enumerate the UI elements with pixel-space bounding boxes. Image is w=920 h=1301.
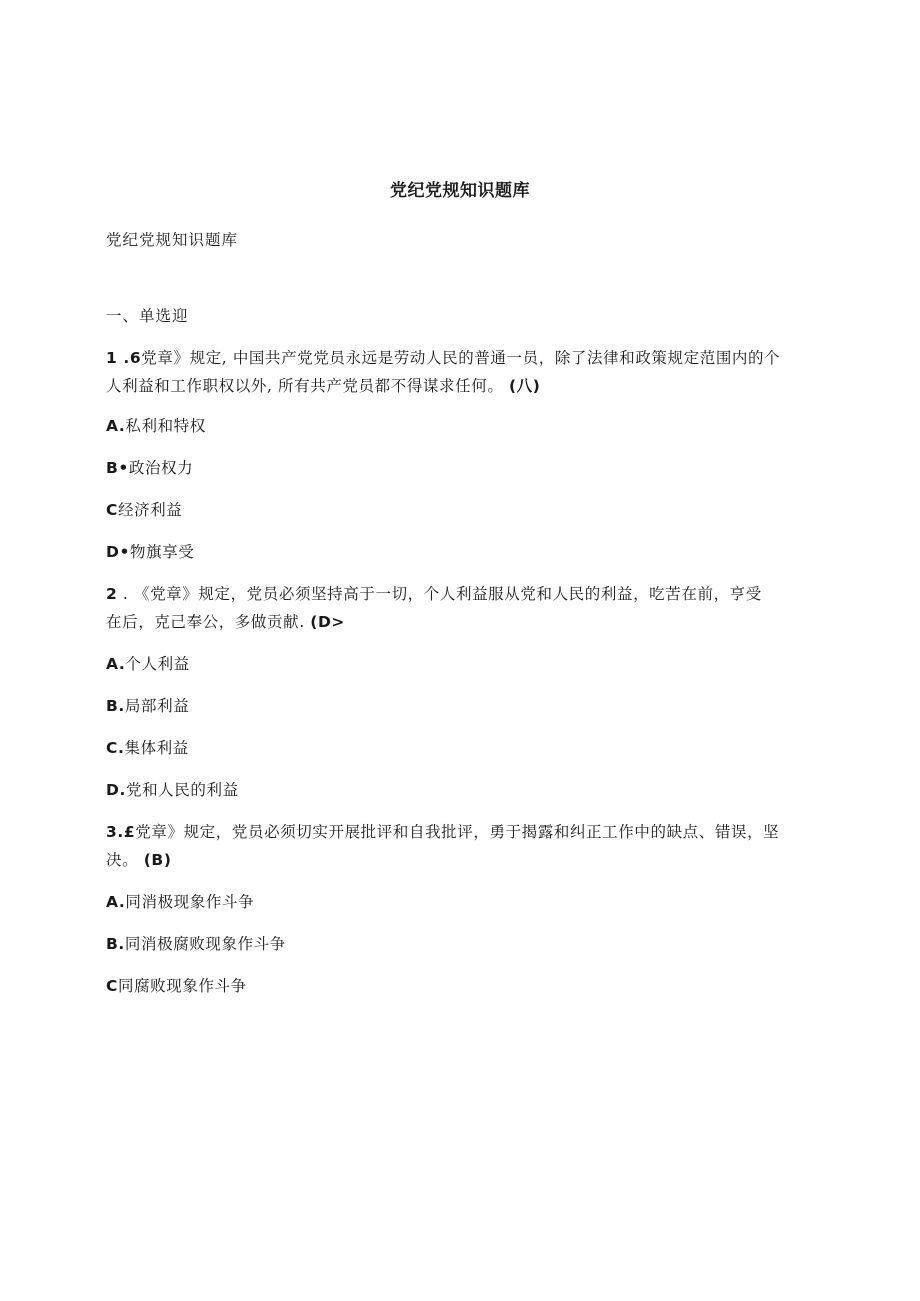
option-text: 经济利益 [117, 501, 183, 519]
question-1-option-c [106, 498, 816, 520]
option-text: 同腐败现象作斗争 [117, 977, 247, 995]
option-text: 同消极现象作斗争 [125, 893, 255, 911]
option-letter: A. [106, 655, 126, 673]
question-2-text: . 《党章》规定，党员必须坚持高于一切，个人利益服从党和人民的利益，吃苦在前，亨受 [117, 585, 762, 603]
option-letter: D• [106, 543, 130, 561]
option-text: 局部利益 [124, 697, 190, 715]
question-3-number: 3.£ [106, 823, 136, 841]
question-3-answer: (B) [143, 851, 172, 869]
option-text: 集体利益 [124, 739, 189, 757]
question-3-option-c [106, 974, 816, 996]
question-2-option-d [106, 778, 816, 800]
option-letter: C [106, 501, 118, 519]
question-3-option-b [106, 932, 816, 954]
question-2-option-a [106, 652, 816, 674]
option-letter: A. [106, 417, 126, 435]
question-2-line-2 [106, 610, 816, 632]
option-text: 同消极腐败现象作斗争 [124, 935, 286, 953]
option-letter: C [106, 977, 118, 995]
question-2-text-cont: 在后，克己奉公，多做贡献. [106, 613, 305, 631]
option-letter: C. [106, 739, 125, 757]
option-letter: D. [106, 781, 126, 799]
question-2-option-b [106, 694, 816, 716]
question-1-option-a [106, 414, 816, 436]
question-1-answer: (八) [509, 377, 541, 395]
option-text: 物旗享受 [129, 543, 195, 561]
option-letter: B. [106, 935, 125, 953]
question-3-text-cont: 决。 [106, 851, 139, 869]
question-1-number: 1 .6 [106, 349, 142, 367]
option-text: 政治权力 [128, 459, 194, 477]
question-1-text: 党章》规定, 中国共产党党员永远是劳动人民的普通一员，除了法律和政策规定范围内的个 [141, 349, 781, 367]
option-text: 个人利益 [125, 655, 190, 673]
question-2-line-1 [106, 582, 816, 604]
section-heading: 一、单选迎 [106, 307, 189, 325]
option-text: 党和人民的利益 [125, 781, 239, 799]
question-2-answer: (D> [310, 613, 346, 631]
question-1-option-d [106, 540, 816, 562]
question-1-line-1 [106, 346, 816, 368]
question-3-line-2 [106, 848, 816, 870]
option-letter: B• [106, 459, 129, 477]
option-letter: B. [106, 697, 125, 715]
question-2-number: 2 [106, 585, 118, 603]
question-1-option-b [106, 456, 816, 478]
document-title: 党纪党规知识题库 [390, 181, 530, 201]
option-text: 私利和特权 [125, 417, 206, 435]
question-3-line-1 [106, 820, 816, 842]
question-3-text: 党章》规定，党员必须切实开展批评和自我批评，勇于揭露和纠正工作中的缺点、错误，坚 [135, 823, 780, 841]
option-letter: A. [106, 893, 126, 911]
question-1-text-cont: 人利益和工作职权以外, 所有共产党员都不得谋求任何。 [106, 377, 504, 395]
question-2-option-c [106, 736, 816, 758]
question-3-option-a [106, 890, 816, 912]
document-subtitle: 党纪党规知识题库 [106, 231, 239, 249]
question-1-line-2 [106, 374, 816, 396]
